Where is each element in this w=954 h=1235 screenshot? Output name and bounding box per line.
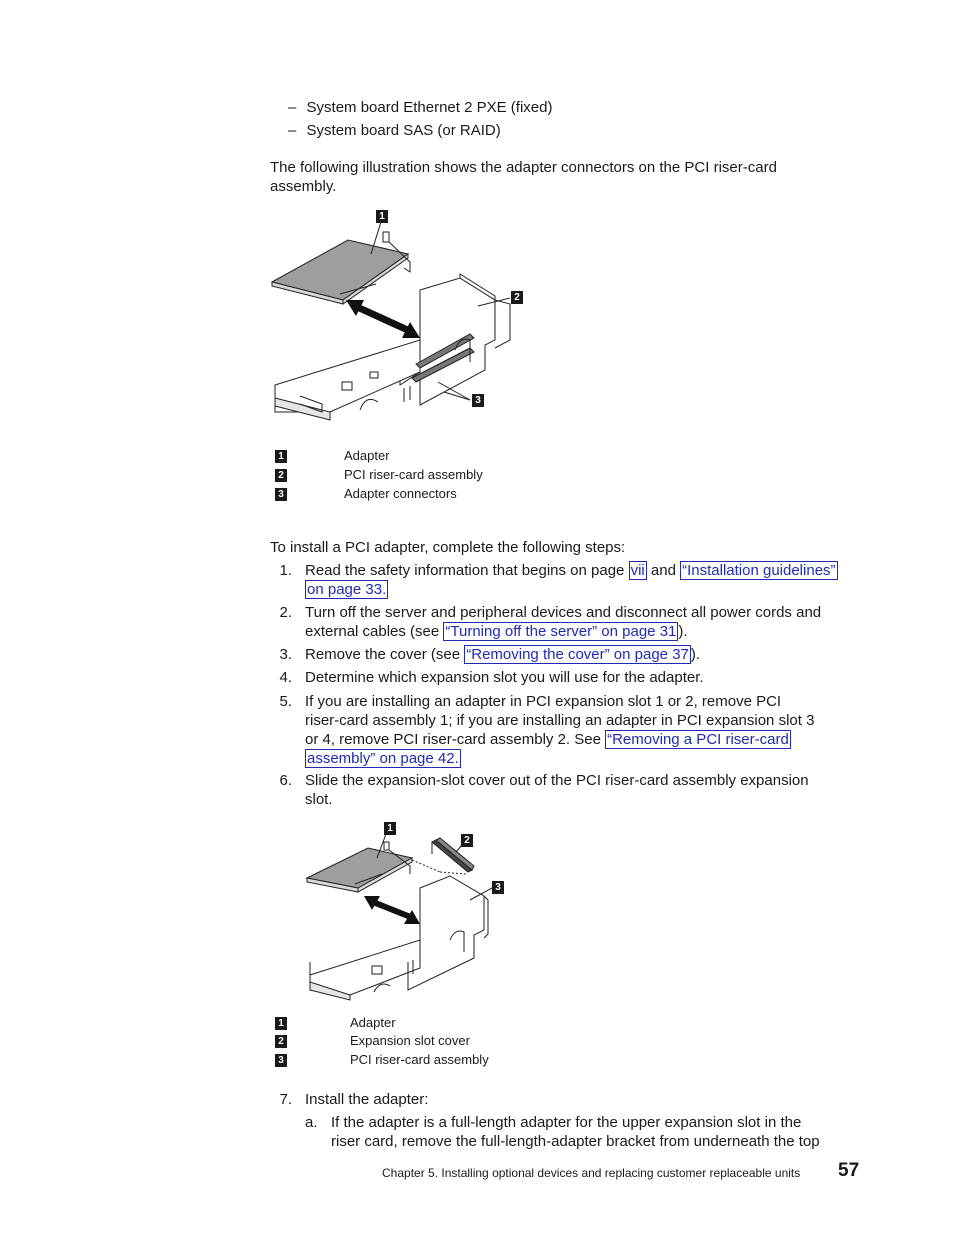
legend-badge: 3 — [275, 1054, 287, 1067]
step-number: 5. — [279, 693, 292, 710]
figure2-callout-2: 2 — [461, 834, 473, 847]
bullet-text: System board Ethernet 2 PXE (fixed) — [306, 99, 553, 116]
substep-text: riser card, remove the full-length-adapter bracket from underneath the top — [331, 1133, 820, 1150]
legend-label: Adapter connectors — [344, 486, 457, 501]
step-text: Slide the expansion-slot cover out of the PCI riser-card assembly expansion — [305, 772, 809, 789]
substep-letter: a. — [305, 1114, 318, 1131]
substep-text: If the adapter is a full-length adapter for the upper expansion slot in the — [331, 1114, 802, 1131]
figure1-callout-1: 1 — [376, 210, 388, 223]
legend-label: PCI riser-card assembly — [350, 1052, 489, 1067]
legend-badge: 1 — [275, 1017, 287, 1030]
link-removing-riser-card-page[interactable]: assembly” on page 42. — [307, 750, 459, 767]
bullet-item: – System board Ethernet 2 PXE (fixed) — [288, 99, 553, 116]
bullet-text: System board SAS (or RAID) — [306, 122, 501, 139]
step-number: 3. — [279, 646, 292, 663]
bullet-item: – System board SAS (or RAID) — [288, 122, 501, 139]
step-number: 7. — [279, 1091, 292, 1108]
substep-7a — [331, 1113, 861, 1151]
step-7: Install the adapter: — [305, 1091, 429, 1108]
legend-badge: 1 — [275, 450, 287, 463]
step-number: 6. — [279, 772, 292, 789]
step-text: and — [646, 562, 681, 579]
legend-badge: 3 — [275, 488, 287, 501]
figure1-callout-3: 3 — [472, 394, 484, 407]
step-text: If you are installing an adapter in PCI expansion slot 1 or 2, remove PCI — [305, 693, 782, 710]
legend-badge: 2 — [275, 1035, 287, 1048]
link-safety-page[interactable]: vii — [630, 562, 645, 579]
legend-label: Adapter — [350, 1015, 396, 1030]
page-number: 57 — [838, 1160, 860, 1181]
legend-label: Expansion slot cover — [350, 1033, 470, 1048]
step-text: Read the safety information that begins on page — [305, 562, 629, 579]
step-text: slot. — [305, 791, 333, 808]
step-number: 1. — [279, 562, 292, 579]
link-installation-guidelines-page[interactable]: on page 33. — [307, 581, 387, 598]
intro-line: The following illustration shows the adapter connectors on the PCI riser-card — [270, 159, 777, 176]
step-text: Turn off the server and peripheral devices and disconnect all power cords and — [305, 604, 822, 621]
intro-line: assembly. — [270, 178, 337, 195]
link-turning-off-server[interactable]: “Turning off the server” on page 31 — [445, 623, 677, 640]
link-installation-guidelines[interactable]: “Installation guidelines” — [682, 562, 836, 579]
step-text: or 4, remove PCI riser-card assembly 2. See — [305, 731, 606, 748]
figure2-callout-3: 3 — [492, 881, 504, 894]
step-text: ). — [678, 623, 688, 640]
figure1-callout-2: 2 — [511, 291, 523, 304]
step-text: riser-card assembly 1; if you are installing an adapter in PCI expansion slot 3 — [305, 712, 815, 729]
link-removing-riser-card[interactable]: “Removing a PCI riser-card — [607, 731, 789, 748]
step-text: Remove the cover (see — [305, 646, 465, 663]
legend-badge: 2 — [275, 469, 287, 482]
step-number: 2. — [279, 604, 292, 621]
step-number: 4. — [279, 669, 292, 686]
link-removing-cover[interactable]: “Removing the cover” on page 37 — [466, 646, 689, 663]
steps-intro: To install a PCI adapter, complete the following steps: — [270, 539, 626, 556]
figure2-callout-1: 1 — [384, 822, 396, 835]
step-text: ). — [690, 646, 701, 663]
legend-label: Adapter — [344, 448, 390, 463]
legend-label: PCI riser-card assembly — [344, 467, 483, 482]
step-text: Determine which expansion slot you will use for the adapter. — [305, 669, 704, 686]
footer-chapter: Chapter 5. Installing optional devices and replacing customer replaceable units — [382, 1166, 801, 1180]
step-text: external cables (see — [305, 623, 444, 640]
